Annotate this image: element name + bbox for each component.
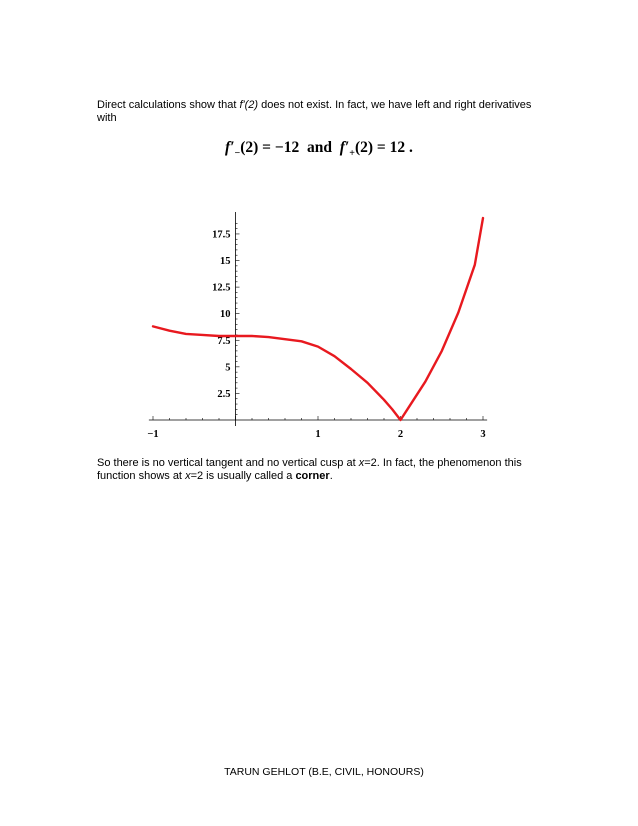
footer-author: TARUN GEHLOT (B.E, CIVIL, HONOURS) [224,766,424,778]
y-tick-label: 15 [220,256,231,268]
corner-term: corner [295,470,330,482]
plot-axes [149,212,487,426]
y-tick-label: 5 [225,362,231,374]
x-tick-label: 1 [315,429,321,440]
x-tick-label: 2 [397,429,404,440]
y-tick-label: 12.5 [212,282,231,294]
right-derivative-subscript: + [349,148,355,160]
left-derivative-value: (2) = −12 [240,139,300,156]
fprime-expression: f'(2) [239,99,259,111]
plot-ticks [153,223,483,420]
equation-connector: and [306,139,332,156]
variable-x-1: x [358,457,365,469]
x-tick-label: 3 [480,429,486,440]
function-curve [153,218,483,420]
y-tick-label: 7.5 [217,335,231,347]
intro-text-1: Direct calculations show that [97,99,240,111]
conclusion-text-2: =2. In fact, the phenomenon this function shows at [97,457,522,482]
left-derivative-symbol: f′ [225,139,235,156]
paragraph-conclusion [97,457,552,483]
right-derivative-value: (2) = 12 . [354,139,413,156]
intro-text-2: does not exist. In fact, we have left and right derivatives with [97,99,532,124]
x-tick-label: −1 [147,429,159,440]
conclusion-text-3: =2 is usually called a [190,470,296,482]
y-tick-label: 2.5 [217,388,231,400]
left-derivative-subscript: − [234,148,241,160]
conclusion-text-1: So there is no vertical tangent and no vertical cusp at [97,457,359,469]
right-derivative-symbol: f′ [339,139,350,156]
plot-series [153,218,483,420]
y-tick-label: 17.5 [212,229,231,241]
conclusion-text-4: . [329,470,333,482]
variable-x-2: x [185,470,191,482]
y-tick-label: 10 [220,309,231,321]
